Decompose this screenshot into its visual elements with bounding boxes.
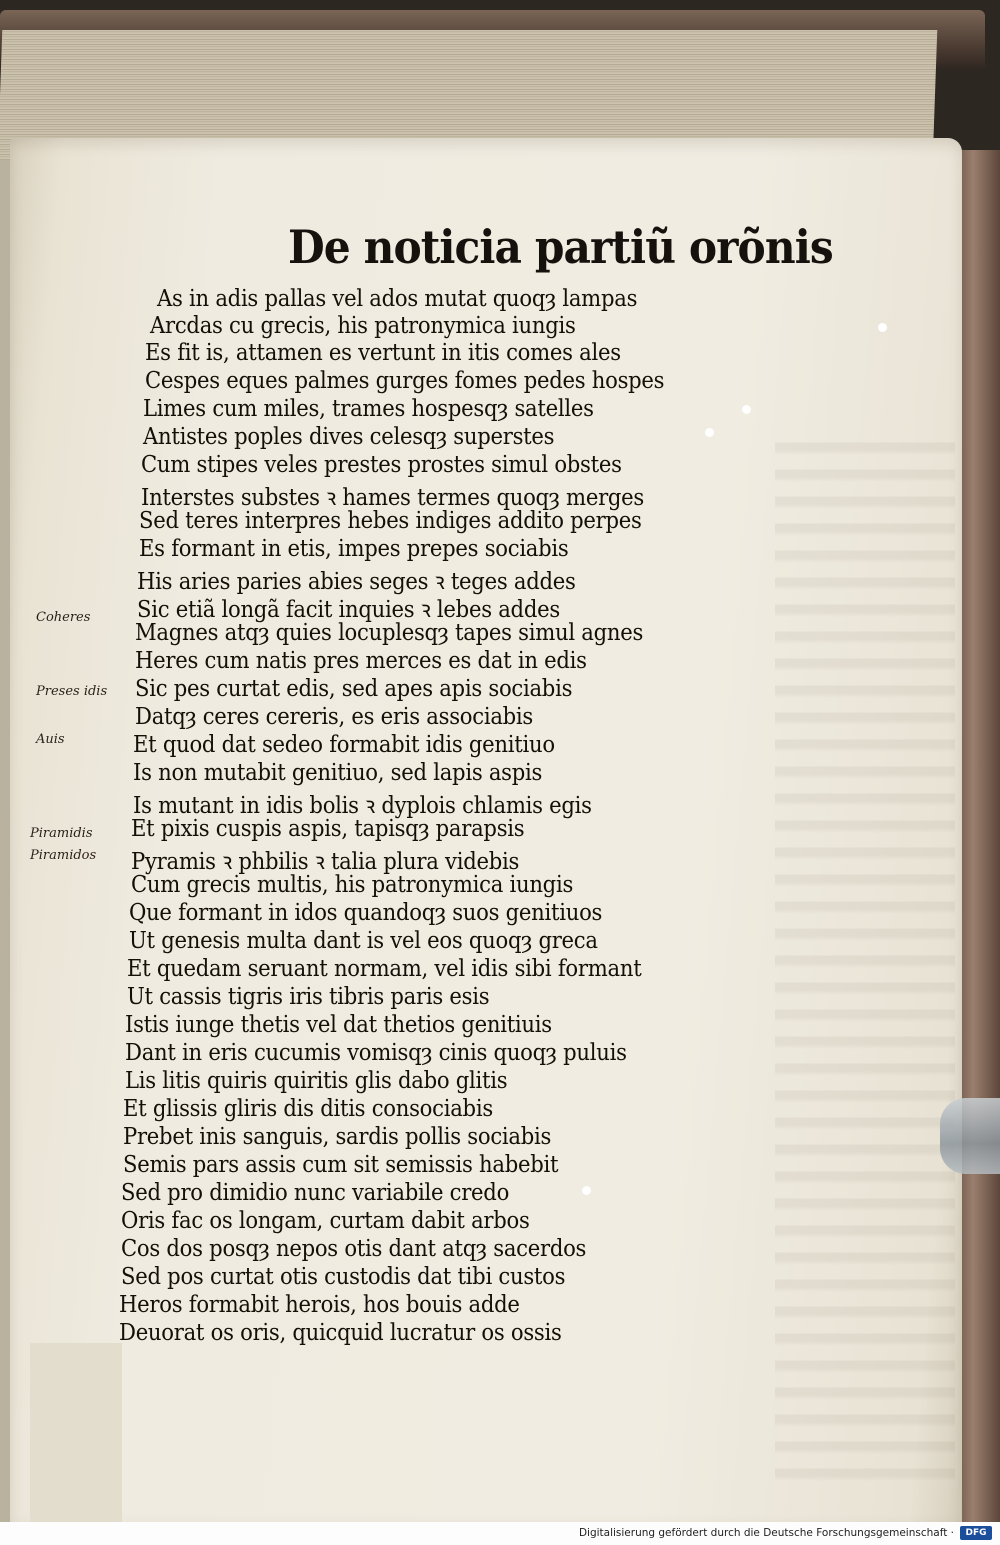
funding-credit: Digitalisierung gefördert durch die Deutsche Forschungsgemeinschaft · (578, 1527, 954, 1539)
text-line: Datqȝ ceres cereris, es eris associabis (135, 704, 534, 730)
footer-bar (0, 1522, 1000, 1545)
text-line: Et quedam seruant normam, vel idis sibi formant (127, 956, 642, 982)
text-line: Cum stipes veles prestes prostes simul obstes (141, 452, 622, 478)
text-line: Antistes poples dives celesqȝ superstes (143, 424, 555, 450)
book-clip (940, 1098, 1000, 1174)
text-line: Es formant in etis, impes prepes sociabis (139, 536, 569, 562)
text-line: Ut cassis tigris iris tibris paris esis (127, 984, 490, 1010)
text-line: Que formant in idos quandoqȝ suos genitiuos (129, 900, 603, 926)
text-line: Sic pes curtat edis, sed apes apis sociabis (135, 676, 573, 702)
paper-patch (30, 1343, 122, 1522)
text-line: Is mutant in idis bolis ꝛ dyplois chlamis egis (133, 793, 592, 819)
text-line: Heros formabit herois, hos bouis adde (119, 1292, 520, 1318)
margin-note: Coheres (36, 610, 91, 625)
text-line: Cum grecis multis, his patronymica iungis (131, 872, 574, 898)
text-line: Heres cum natis pres merces es dat in edis (135, 648, 587, 674)
margin-note: Preses idis (36, 684, 108, 699)
text-line: Arcdas cu grecis, his patronymica iungis (150, 313, 576, 339)
text-line: Cespes eques palmes gurges fomes pedes hospes (145, 368, 665, 394)
text-line: Sed pos curtat otis custodis dat tibi custos (121, 1264, 566, 1290)
text-line: Magnes atqȝ quies locuplesqȝ tapes simul agnes (135, 620, 644, 646)
text-line: His aries paries abies seges ꝛ teges addes (137, 569, 576, 595)
text-line: Et pixis cuspis aspis, tapisqȝ parapsis (131, 816, 525, 842)
text-line: Lis litis quiris quiritis glis dabo glitis (125, 1068, 508, 1094)
margin-note: Auis (36, 732, 65, 747)
text-line: Ut genesis multa dant is vel eos quoqȝ greca (129, 928, 598, 954)
page-hole (705, 428, 714, 437)
page-hole (742, 405, 751, 414)
text-line: Limes cum miles, trames hospesqȝ satelles (143, 396, 594, 422)
text-line: Sed pro dimidio nunc variabile credo (121, 1180, 510, 1206)
text-line: As in adis pallas vel ados mutat quoqȝ lampas (157, 286, 638, 312)
text-line: Pyramis ꝛ phbilis ꝛ talia plura videbis (131, 849, 520, 875)
text-line: Deuorat os oris, quicquid lucratur os ossis (119, 1320, 562, 1346)
text-line: Prebet inis sanguis, sardis pollis sociabis (123, 1124, 552, 1150)
dfg-logo: DFG (960, 1526, 992, 1540)
text-line: Interstes substes ꝛ hames termes quoqȝ merges (141, 485, 645, 511)
page-hole (582, 1186, 591, 1195)
show-through-text (775, 428, 955, 1488)
text-line: Is non mutabit genitiuo, sed lapis aspis (133, 760, 543, 786)
text-line: Cos dos posqȝ nepos otis dant atqȝ sacerdos (121, 1236, 587, 1262)
text-line: Dant in eris cucumis vomisqȝ cinis quoqȝ puluis (125, 1040, 627, 1066)
text-line: Oris fac os longam, curtam dabit arbos (121, 1208, 530, 1234)
text-line: Sed teres interpres hebes indiges addito perpes (139, 508, 642, 534)
text-line: Semis pars assis cum sit semissis habebit (123, 1152, 559, 1178)
text-line: Et glissis gliris dis ditis consociabis (123, 1096, 493, 1122)
text-line: Istis iunge thetis vel dat thetios genitiuis (125, 1012, 552, 1038)
page-heading: De noticia partiũ orõnis (288, 220, 833, 274)
text-line: Et quod dat sedeo formabit idis genitiuo (133, 732, 555, 758)
text-line: Sic etiã longã facit inquies ꝛ lebes addes (137, 597, 560, 623)
margin-note: Piramidos (30, 848, 97, 863)
page-hole (878, 323, 887, 332)
margin-note: Piramidis (30, 826, 93, 841)
text-line: Es fit is, attamen es vertunt in itis comes ales (145, 340, 621, 366)
